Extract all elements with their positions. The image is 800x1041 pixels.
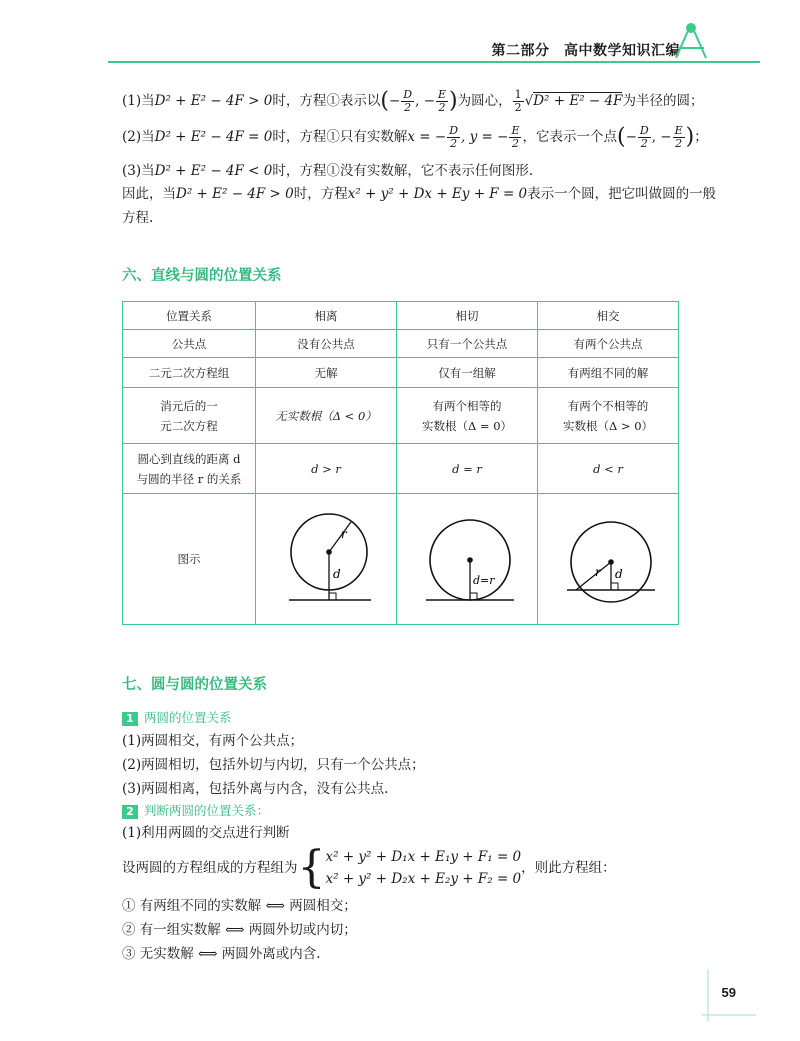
s1-line-1: (1)两圆相交，有两个公共点； <box>122 733 304 749</box>
table-cell: 仅有一组解 <box>397 358 538 388</box>
header-title: 第二部分 高中数学知识汇编 <box>491 43 680 59</box>
table-row <box>123 358 679 388</box>
table-header-cell: 相切 <box>397 302 538 330</box>
section-6-title: 六、直线与圆的位置关系 <box>122 268 282 284</box>
line-circle-table <box>122 301 679 625</box>
table-cell: d > r <box>256 444 397 494</box>
table-cell: 只有一个公共点 <box>397 330 538 358</box>
figure-intersect-svg <box>543 494 673 618</box>
general-eq-line-4: 因此，当D² + E² − 4F > 0时，方程x² + y² + Dx + Ey + F = 0表示一个圆，把它叫做圆的一般 <box>122 186 717 202</box>
figure-separate <box>256 494 397 625</box>
figure-separate-svg <box>261 494 391 618</box>
general-eq-line-2: (2)当D² + E² − 4F = 0时，方程①只有实数解x = − $\frac{D}{2}$ , y = − $\frac{E}{2}$ ，它表示一个点(− $\frac{D}{2}$ , − $\frac{E}{2}$ )； <box>122 124 708 150</box>
table-row <box>123 302 679 330</box>
figure-tangent <box>397 494 538 625</box>
table-cell: d < r <box>538 444 679 494</box>
s2-line-1: (1)利用两圆的交点进行判断 <box>122 825 290 841</box>
svg-text:r: r <box>341 527 347 541</box>
s1-line-3: (3)两圆相离，包括外离与内含，没有公共点. <box>122 781 389 797</box>
figure-tangent-svg <box>402 494 532 618</box>
general-eq-line-3: (3)当D² + E² − 4F < 0时，方程①没有实数解，它不表示任何图形. <box>122 163 534 179</box>
subsection-number-badge: 2 <box>122 805 138 819</box>
svg-text:d: d <box>333 567 341 581</box>
table-row <box>123 494 679 625</box>
table-header-cell: 相离 <box>256 302 397 330</box>
section-7-title: 七、圆与圆的位置关系 <box>122 677 267 693</box>
table-cell: 公共点 <box>123 330 256 358</box>
general-eq-line-1: (1)当D² + E² − 4F > 0时，方程①表示以(− $\frac{D}{2}$ , − $\frac{E}{2}$ )为圆心， $\frac{1}{2}$ √D² + E² − 4F为半径的圆； <box>122 88 704 114</box>
svg-text:d=r: d=r <box>473 574 495 587</box>
subsection-number-badge: 1 <box>122 712 138 726</box>
table-cell: 无实数根（Δ < 0） <box>256 388 397 444</box>
header-rule <box>108 61 760 63</box>
table-row <box>123 388 679 444</box>
subsection-1-heading: 1 两圆的位置关系 <box>122 708 232 726</box>
table-cell: 圆心到直线的距离 d 与圆的半径 r 的关系 <box>123 444 256 494</box>
svg-text:d: d <box>615 567 623 581</box>
table-header-cell: 位置关系 <box>123 302 256 330</box>
svg-text:r: r <box>595 565 601 579</box>
s2-case-2: ② 有一组实数解 ⟺ 两圆外切或内切； <box>122 922 357 938</box>
s2-system: 设两圆的方程组成的方程组为 { x² + y² + D₁x + E₁y + F₁ = 0 x² + y² + D₂x + E₂y + F₂ = 0 ，则此方程组： <box>122 842 616 893</box>
figure-intersect <box>538 494 679 625</box>
subsection-2-heading: 2 判断两圆的位置关系： <box>122 801 269 819</box>
table-header-cell: 相交 <box>538 302 679 330</box>
general-eq-line-5: 方程. <box>122 210 154 226</box>
table-cell: 无解 <box>256 358 397 388</box>
table-cell: 有两个相等的 实数根（Δ = 0） <box>397 388 538 444</box>
table-cell: 有两组不同的解 <box>538 358 679 388</box>
table-cell: 有两个公共点 <box>538 330 679 358</box>
s1-line-2: (2)两圆相切，包括外切与内切，只有一个公共点； <box>122 757 425 773</box>
table-cell: 有两个不相等的 实数根（Δ > 0） <box>538 388 679 444</box>
table-cell: 消元后的一 元二次方程 <box>123 388 256 444</box>
table-row <box>123 444 679 494</box>
table-cell: d = r <box>397 444 538 494</box>
page-number: 59 <box>721 985 736 1000</box>
table-cell: 二元二次方程组 <box>123 358 256 388</box>
s2-case-3: ③ 无实数解 ⟺ 两圆外离或内含. <box>122 946 321 962</box>
table-cell: 图示 <box>123 494 256 625</box>
compass-icon <box>664 18 718 62</box>
table-row <box>123 330 679 358</box>
table-cell: 没有公共点 <box>256 330 397 358</box>
s2-case-1: ① 有两组不同的实数解 ⟺ 两圆相交； <box>122 898 357 914</box>
